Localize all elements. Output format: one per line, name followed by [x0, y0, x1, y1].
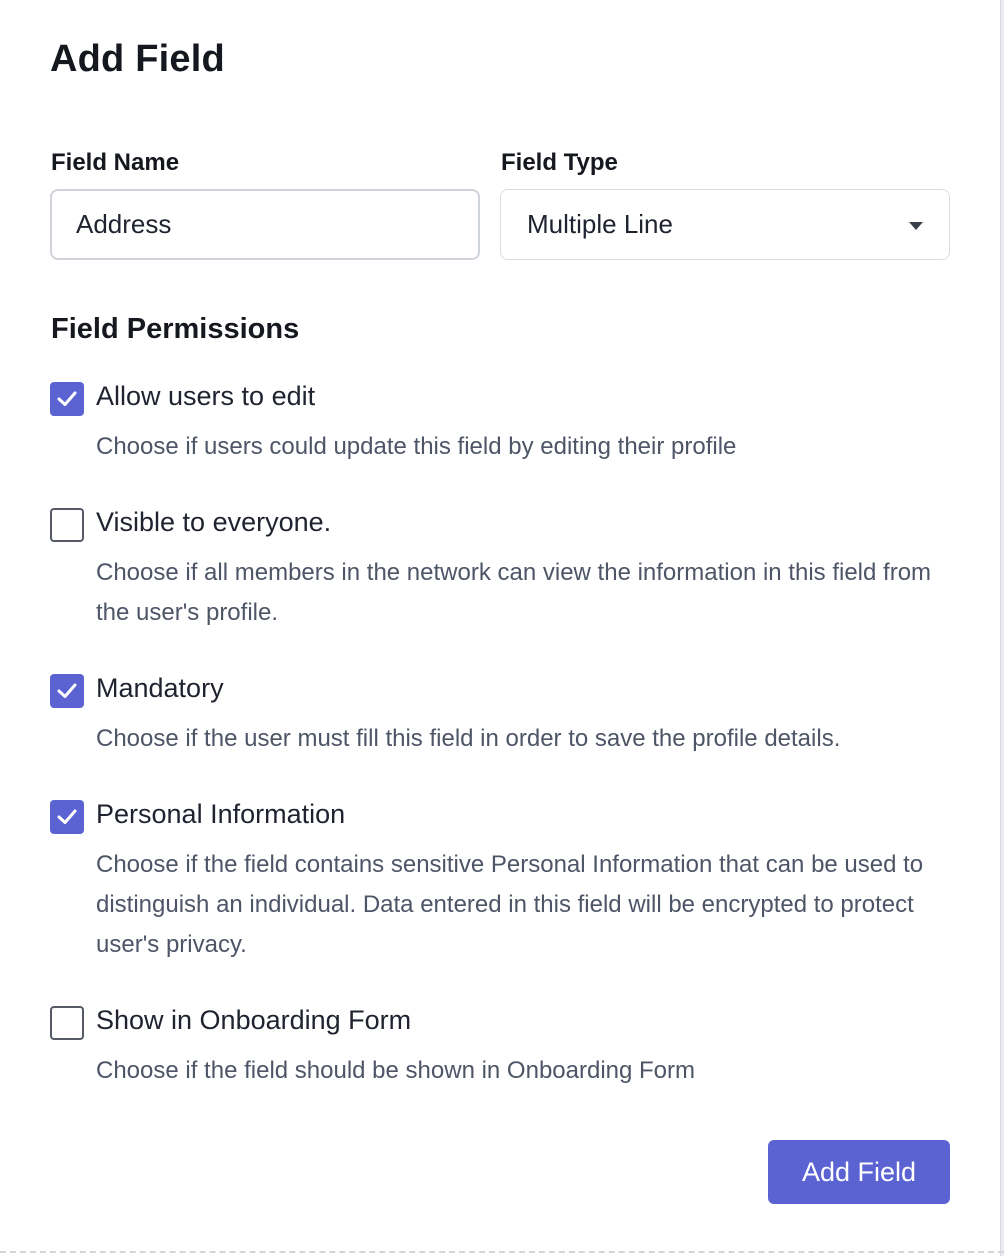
- permission-title: Visible to everyone.: [96, 507, 332, 537]
- permission-description: Choose if all members in the network can view the information in this field from the user's profile.: [96, 559, 932, 626]
- dialog-title: Add Field: [50, 38, 225, 80]
- field-type-value: Multiple Line: [527, 209, 673, 239]
- check-icon: [57, 682, 77, 700]
- show-onboarding-checkbox[interactable]: [50, 1006, 84, 1040]
- visible-everyone-checkbox[interactable]: [50, 508, 84, 542]
- bottom-divider: [0, 1251, 1004, 1253]
- check-icon: [57, 808, 77, 826]
- divider: [1000, 0, 1001, 1256]
- permission-title: Personal Information: [96, 799, 346, 829]
- caret-down-icon: [909, 222, 923, 230]
- personal-information-checkbox[interactable]: [50, 800, 84, 834]
- permission-title: Show in Onboarding Form: [96, 1005, 412, 1035]
- field-name-input[interactable]: [50, 189, 480, 260]
- permission-description: Choose if users could update this field by editing their profile: [96, 433, 737, 460]
- mandatory-checkbox[interactable]: [50, 674, 84, 708]
- permission-description: Choose if the field should be shown in Onboarding Form: [96, 1057, 696, 1084]
- permission-title: Mandatory: [96, 673, 224, 703]
- permission-description: Choose if the field contains sensitive Personal Information that can be used to distinguish an individual. Data entered in this field will be encrypted to protect user's privacy.: [96, 851, 924, 958]
- allow-edit-checkbox[interactable]: [50, 382, 84, 416]
- permission-description: Choose if the user must fill this field in order to save the profile details.: [96, 725, 841, 752]
- add-field-button[interactable]: Add Field: [768, 1140, 950, 1204]
- field-type-label: Field Type: [501, 149, 618, 176]
- permission-title: Allow users to edit: [96, 381, 316, 411]
- permissions-heading: Field Permissions: [51, 313, 300, 345]
- field-name-label: Field Name: [51, 149, 180, 176]
- check-icon: [57, 390, 77, 408]
- field-type-select[interactable]: [500, 189, 950, 260]
